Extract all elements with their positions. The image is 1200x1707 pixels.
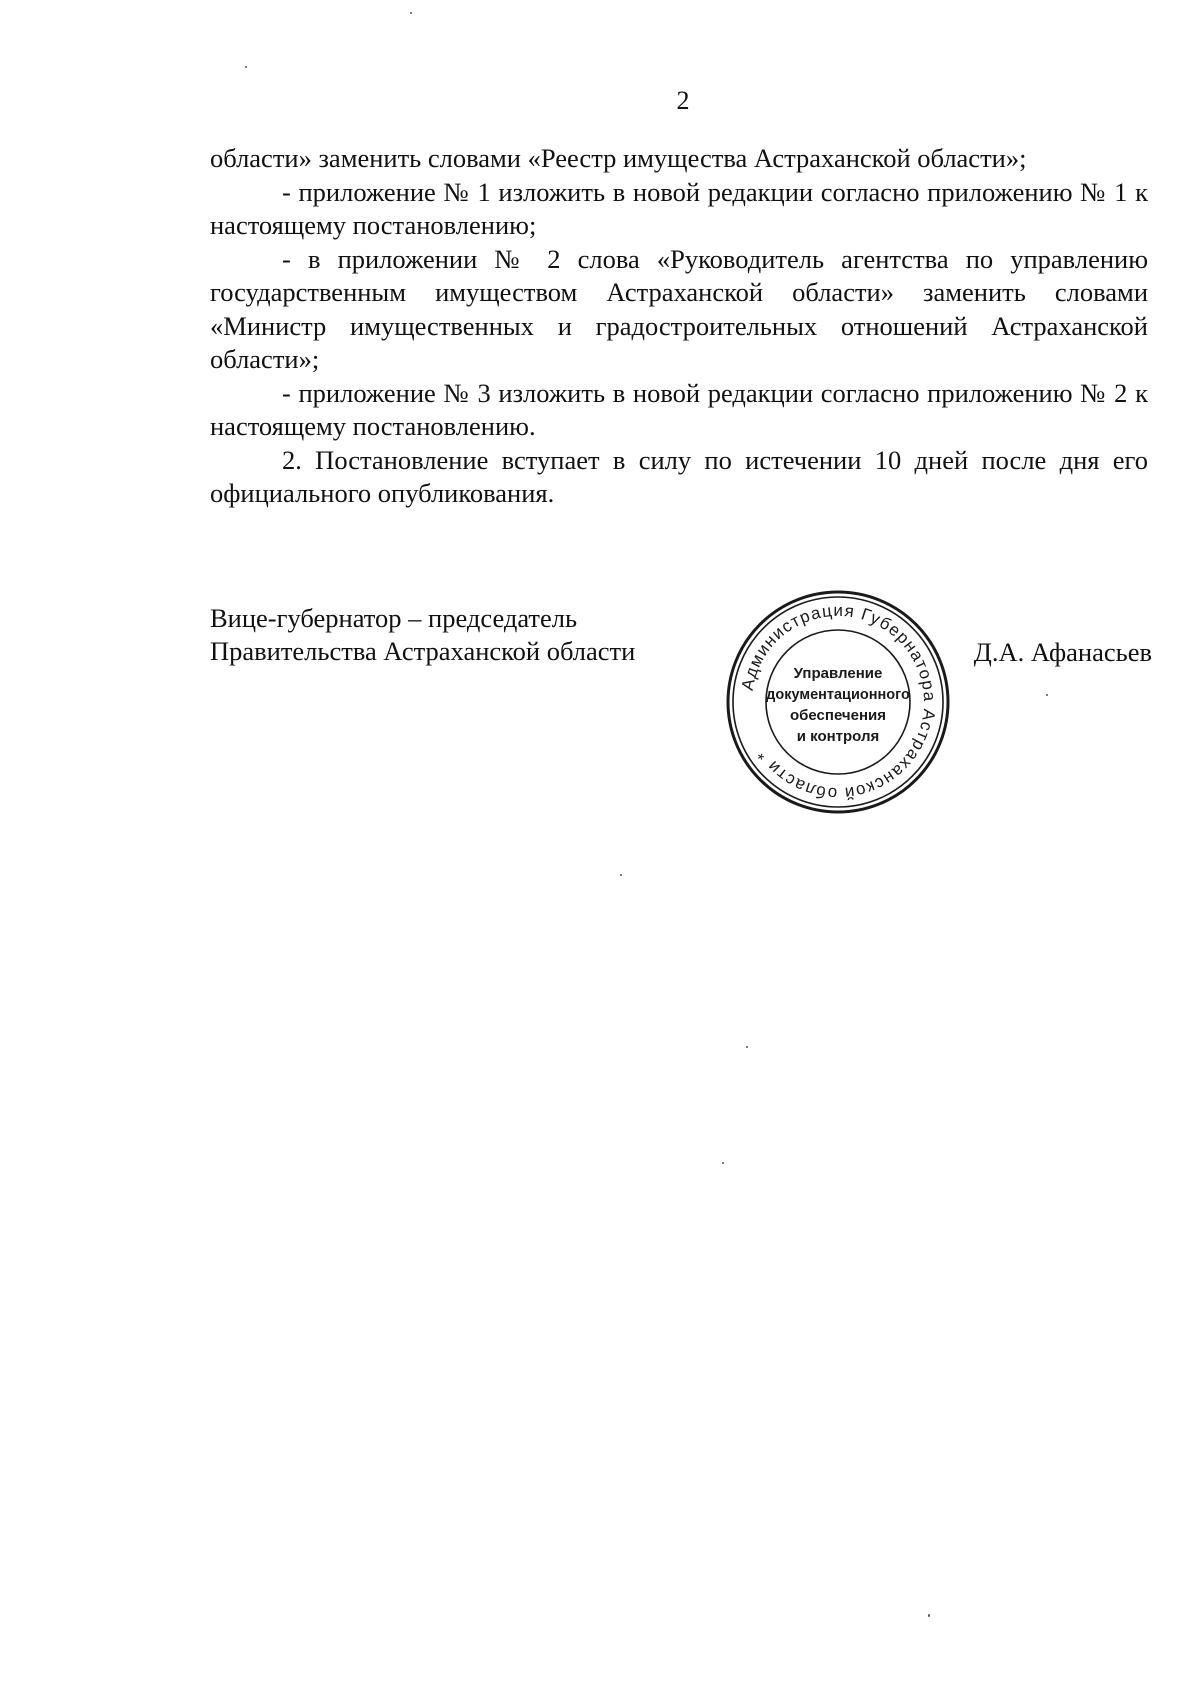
paragraph: 2. Постановление вступает в силу по истечении 10 дней после дня его официального опубликования. bbox=[210, 444, 1148, 508]
paragraph: - в приложении № 2 слова «Руководитель агентства по управлению государственным имуществом Астраханской области» заменить словами «Министр имущественных и градостроительных отношений Астраханской области»; bbox=[210, 243, 1148, 374]
page-number: 2 bbox=[676, 86, 690, 115]
paragraph: - приложение № 3 изложить в новой редакции согласно приложению № 2 к настоящему постановлению. bbox=[210, 377, 1148, 441]
scan-speck bbox=[928, 1614, 930, 1617]
scan-speck bbox=[410, 12, 412, 14]
paragraph: - приложение № 1 изложить в новой редакции согласно приложению № 1 к настоящему постановлению; bbox=[210, 176, 1148, 240]
signer-title-line: Вице-губернатор – председатель bbox=[210, 603, 578, 633]
document-body bbox=[210, 142, 1148, 511]
signer-title bbox=[210, 602, 635, 668]
signer-title-line: Правительства Астраханской области bbox=[210, 636, 636, 666]
scan-speck bbox=[1046, 694, 1048, 696]
scan-speck bbox=[746, 1046, 748, 1048]
scan-speck bbox=[620, 874, 622, 876]
paragraph: области» заменить словами «Реестр имущества Астраханской области»; bbox=[210, 143, 1027, 173]
signer-name: Д.А. Афанасьев bbox=[973, 637, 1152, 667]
stamp-center-line: документационного bbox=[766, 687, 910, 703]
scan-speck bbox=[245, 66, 247, 68]
official-stamp bbox=[724, 588, 952, 816]
stamp-center-line: Управление bbox=[793, 665, 883, 682]
scan-speck bbox=[722, 1162, 724, 1164]
stamp-center-line: обеспечения bbox=[789, 707, 887, 724]
stamp-center-line: и контроля bbox=[796, 728, 880, 745]
stamp-ring-text: Администрация Губернатора Астраханской области * bbox=[737, 600, 940, 804]
